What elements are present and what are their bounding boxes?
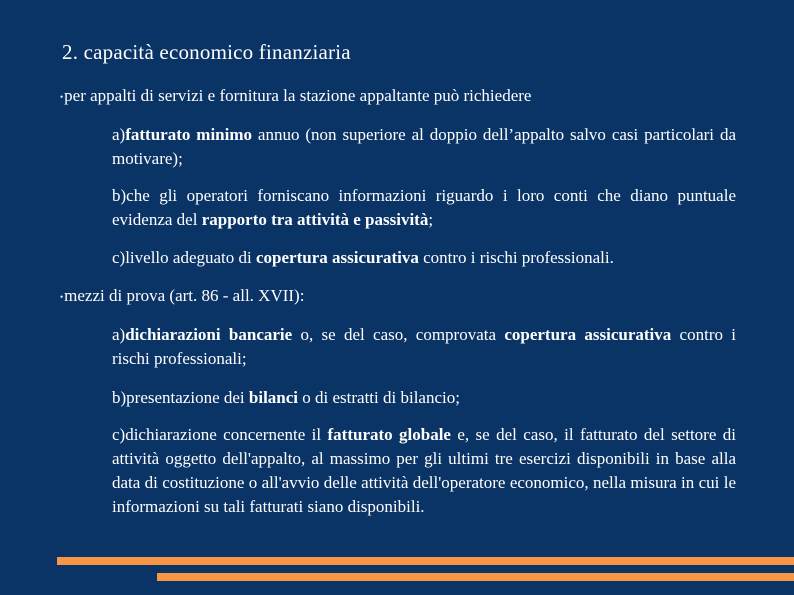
list-item-dichiarazioni-bancarie: a)dichiarazioni bancarie o, se del caso, comprovata copertura assicurativa contro i rischi professionali;	[112, 325, 737, 368]
emphasis-text: fatturato globale	[327, 425, 451, 444]
list-item-bilanci: b)presentazione dei bilanci o di estratti di bilancio;	[112, 388, 460, 407]
list-item-fatturato-globale: c)dichiarazione concernente il fatturato globale e, se del caso, il fatturato del settore di attività oggetto dell'appalto, al massimo per gli ultimi tre esercizi disponibili in base alla data di costituzione o all'avvio delle attività dell'operatore economico, nella misura in cui le informazioni su tali fatturati siano disponibili.	[112, 425, 736, 516]
bullet-icon: •	[60, 292, 64, 303]
emphasis-text: copertura assicurativa	[255, 248, 419, 267]
bullet-text: per appalti di servizi e fornitura la stazione appaltante può richiedere	[64, 86, 532, 105]
bullet-icon: •	[60, 92, 64, 103]
bullet-mezzi-di-prova	[60, 286, 304, 306]
list-item-informazioni-conti: b)che gli operatori forniscano informazioni riguardo i loro conti che diano puntuale evidenza del rapporto tra attività e passività;	[112, 186, 736, 229]
list-item-copertura-assicurativa: c)livello adeguato di copertura assicurativa contro i rischi professionali.	[112, 248, 614, 267]
slide-title: 2. capacità economico finanziaria	[62, 40, 351, 64]
emphasis-text: bilanci	[248, 388, 299, 407]
list-item-fatturato-minimo: a)fatturato minimo annuo (non superiore al doppio dell’appalto salvo casi particolari da motivare);	[112, 125, 736, 168]
bullet-servizi-forniture	[60, 86, 531, 106]
emphasis-text: rapporto tra attività e passività	[201, 210, 429, 229]
emphasis-text: copertura assicurativa	[504, 325, 672, 344]
accent-bar-top	[57, 557, 794, 565]
emphasis-text: fatturato minimo	[125, 125, 252, 144]
accent-bar-bottom	[157, 573, 794, 581]
bullet-text: mezzi di prova (art. 86 - all. XVII):	[64, 286, 305, 305]
emphasis-text: dichiarazioni bancarie	[125, 325, 293, 344]
